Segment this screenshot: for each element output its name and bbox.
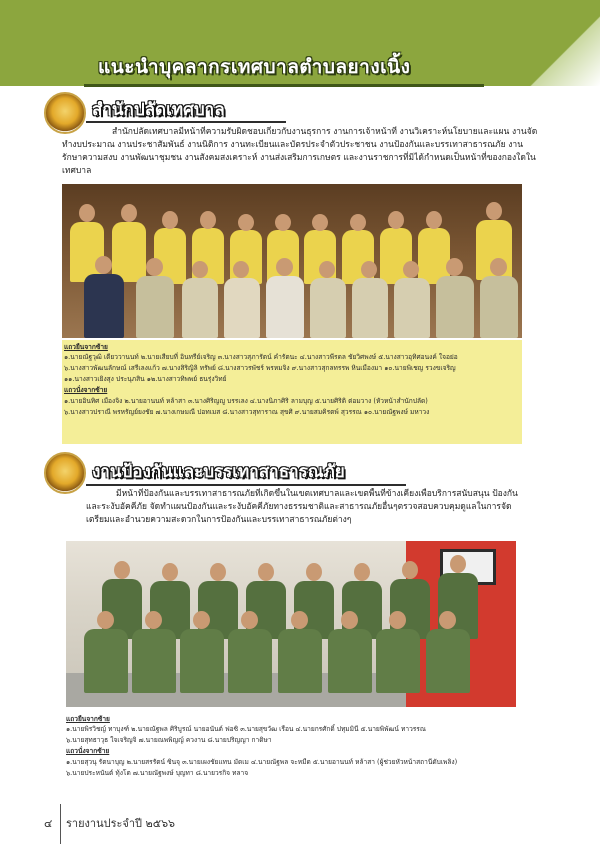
caption-line: ๑.นายพิรวิชญ์ ทาบุงฑ์ ๒.นายณัฐพล ศิริบูรณ์ นายอนันต์ ฟอซิ ๓.นายสุขวัฒ เรือน ๔.นายกรศักดิ์ ปทุมมินี ๕.นายพิพัฒน์ ทาวรรณ <box>66 725 426 733</box>
header-corner-decoration <box>530 0 600 86</box>
caption-line: ๖.นายสุทธาวุธ ใจเจริญจิ ๗.นายณพพิญญ์ ควงาน ๘.นายปริญญา กาดิษา <box>66 736 272 744</box>
caption-line: ๖.นายประหนันต์ ทุ้งโต ๗.นายณัฐพงษ์ บุญทา ๘.นายวรกิจ ทลาจ <box>66 769 249 777</box>
section-divider <box>86 121 286 123</box>
caption-area-disaster <box>66 712 516 792</box>
caption-line: ๑.นายณัฐวุฒิ เตียววานนท์ ๒.นายเสียบที่ อินทรีย์เจริญ ๓.นางสาวสุภารัตน์ คำรัตนะ ๔.นางสาวพีรดล ชัยวิศพงษ์ ๕.นางสาวอุทิศอนงค์ ใจอย่อ <box>64 353 458 361</box>
section-divider <box>86 484 406 486</box>
section-description: มีหน้าที่ป้องกันและบรรเทาสาธารณภัยที่เกิดขึ้นในเขตเทศบาลและเขตพื้นที่ข้างเคียงเพื่อบริการสนับสนุน ป้องกันและระงับอัคคีภัย จัดทำแผนป้องกันและระงับอัคคีภัยทางธรรมชาติและสาธารณภัยอื่นๆตรวจสอบควบคุมดูแลในการจัดเตรียมและอำนวยความสะดวกในการป้องกันและบรรเทาสาธารณภัยต่างๆ <box>86 489 518 525</box>
caption-heading: แถวนั่งจากซ้าย <box>66 747 110 755</box>
staff-group-photo-office <box>62 184 522 338</box>
caption-heading: แถวนั่งจากซ้าย <box>64 386 108 394</box>
page-number: ๔ <box>44 817 53 830</box>
page-title: แนะนำบุคลากรเทศบาลตำบลยางเนิ้ง <box>98 56 411 78</box>
section-description: สำนักปลัดเทศบาลมีหน้าที่ความรับผิดชอบเกี่ยวกับงานธุรการ งานการเจ้าหน้าที่ งานวิเคราะห์นโยบายและแผน งานจัดทำงบประมาณ งานประชาสัมพันธ์ งานนิติการ งานทะเบียนและบัตรประจำตัวประชาชน งานป้องกันและบรรเทาสาธารณภัย งานรักษาความสงบ งานพัฒนาชุมชน งานสังคมสงเคราะห์ งานส่งเสริมการเกษตร และงานราชการที่มิได้กำหนดเป็นหน้าที่ของกองใดในเทศบาล <box>62 127 538 176</box>
section-title-disaster: งานป้องกันและบรรเทาสาธารณภัย <box>92 462 345 482</box>
municipality-seal-icon <box>44 452 86 494</box>
report-title: รายงานประจำปี ๒๕๖๖ <box>66 817 176 830</box>
caption-box-office <box>62 340 522 444</box>
section-title-office: สำนักปลัดเทศบาล <box>92 100 225 120</box>
caption-heading: แถวยืนจากซ้าย <box>64 343 108 351</box>
caption-line: ๖.นางสาวปราณี พรหรัญย์ยงชัย ๗.นางเกษมณี ปอทเมส ๘.นางสาวสุทาราณ สุขศิ ๙.นายสมคิรตพ์ สุวรรณ ๑๐.นายณัฐพงษ์ มหาวง <box>64 408 430 416</box>
caption-line: ๑๑.นางสาวเยิงสุง ประนุภสิน ๑๒.นางสาวทิพพย์ ธนรุ่งวิทย์ <box>64 375 227 383</box>
caption-line: ๑.นายสุวนุ รัตนาบุญ ๒.นายสรรัตน์ ซินจุ ๓.นายเผงชัยแทน มัดเม ๔.นายณัฐพล จะหมืด ๕.นายอานนท์ หล้าสา (ผู้ช่วยหัวหน้าสถานีดับเพลิง) <box>66 758 458 766</box>
caption-line: ๑.นายอินทิศ เมืองจิง ๒.นายอานนท์ หล้าสา ๓.นางศิริญญู บรรเลง ๔.นางนิภาศิริ ลามบุญ ๕.นายศิริติ ต่อมวาง (หัวหน้าสำนักปลัด) <box>64 397 428 405</box>
caption-heading: แถวยืนจากซ้าย <box>66 715 110 723</box>
caption-line: ๖.นางสาวพัฒนลักษณ์ เสรีเลงแก้ว ๗.นางสิริญิลิ ทรัพย์ ๘.นางสาวรพัชร์ พรหมจิง ๙.นางสาวสุกลทรรพ หินเมืองมา ๑๐.นายพิเชญ รวงขเจริญ <box>64 364 456 372</box>
staff-group-photo-disaster <box>66 541 516 707</box>
title-underline <box>84 84 484 87</box>
footer-divider <box>60 804 61 844</box>
